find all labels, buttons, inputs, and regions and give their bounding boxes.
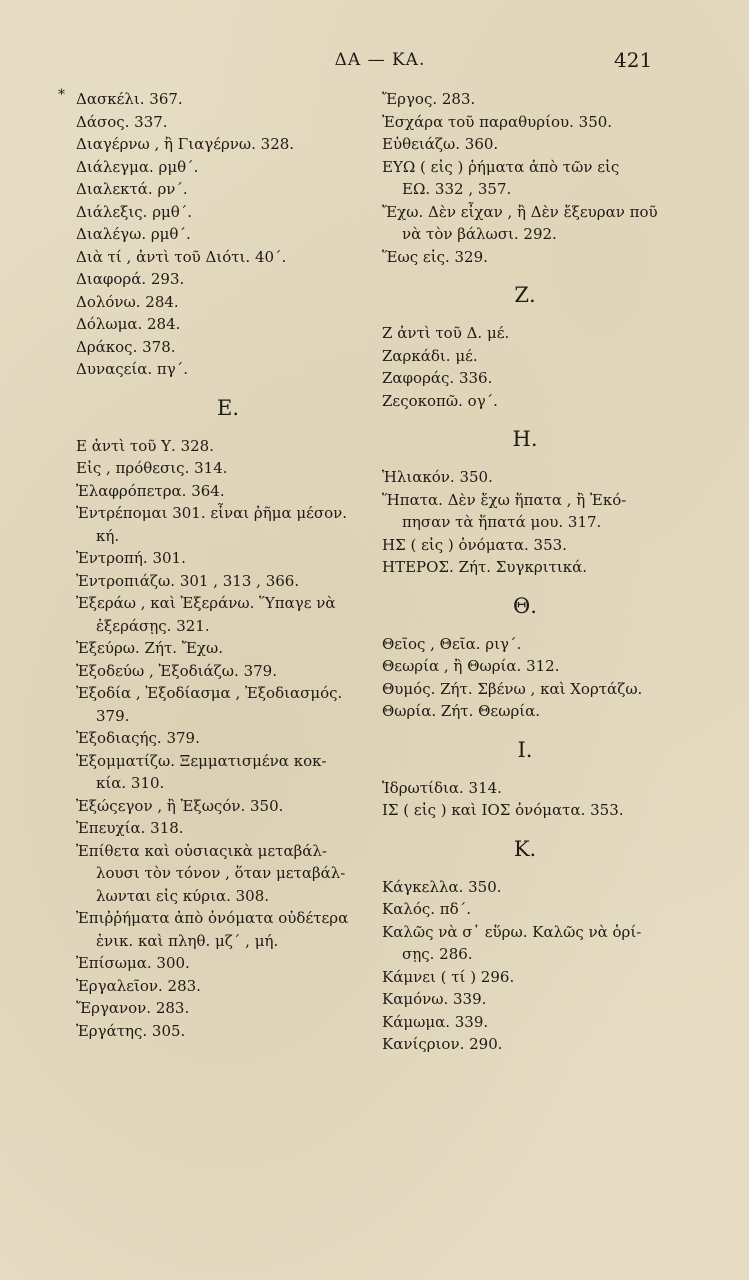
index-entry [58,178,358,201]
index-entry [58,88,358,111]
entry-continuation: πησαν τὰ ἥπατά μου. 317. [402,513,602,531]
index-entry [380,898,670,921]
entry-text: Ἱδρωτίδια. 314. [382,778,502,797]
entry-group [380,466,670,579]
entry-continuation: κή. [96,526,120,545]
index-entry [380,489,670,534]
entry-group [380,876,670,1056]
entry-text: Διαγέρνω , ἢ Γιαγέρνω. 328. [76,135,295,153]
entry-text: Δόλωμα. 284. [76,315,181,333]
entry-text: Ἔργανον. 283. [76,999,190,1017]
page-number: 421 [614,48,653,72]
entry-text: Διὰ τί , ἀντὶ τοῦ Διότι. 40΄. [76,247,287,266]
index-entry [380,246,670,269]
index-entry [380,1033,670,1056]
entry-text: Διάλεγμα. ρμθ΄. [76,157,199,176]
index-entry [380,556,670,579]
index-entry [58,547,358,570]
index-entry [380,201,670,246]
entry-text: Ε ἀντὶ τοῦ Υ. 328. [76,436,214,455]
index-entry [58,133,358,156]
section-heading: Η. [512,427,538,451]
entry-text: Ἐπίθετα καὶ οὐσιαςικὰ μεταβάλ- [76,841,327,860]
index-entry [58,750,358,795]
entry-text: Ἐξεύρω. Ζήτ. Ἔχω. [76,639,223,657]
entry-text: Ἐλαφρόπετρα. 364. [76,481,225,500]
entry-text: Ἐντρέπομαι 301. εἶναι ῥῆμα μέσον. [76,504,348,522]
entry-text: Ἐξεράω , καὶ Ἐξεράνω. Ὕπαγε νὰ [76,594,336,612]
entry-group [380,322,670,412]
entry-text: Θυμός. Ζήτ. Σβένω , καὶ Χορτάζω. [382,679,643,698]
index-entry [58,480,358,503]
entry-text: Ἐξομματίζω. Ξεμματισμένα κοκ- [76,751,327,770]
index-entry [58,907,358,952]
index-entry [58,1020,358,1043]
entry-text: Ζεςοκοπῶ. ογ΄. [382,391,498,410]
entry-text: Θωρία. Ζήτ. Θεωρία. [382,702,541,720]
index-entry [380,88,670,111]
index-entry [58,570,358,593]
section-heading: Ζ. [514,283,536,307]
entry-text: Ἐντροπιάζω. 301 , 313 , 366. [76,571,300,590]
entry-text: Ἡλιακόν. 350. [382,468,493,486]
entry-text: Δράκος. 378. [76,337,176,356]
entry-text: Ζαρκάδι. μέ. [382,346,478,365]
entry-text: Ἐξώςεγον , ἢ Ἐξωςόν. 350. [76,796,284,815]
entry-text: Καλῶς νὰ σ᾽ εὕρω. Καλῶς νὰ ὁρί- [382,922,642,941]
entry-text: Διάλεξις. ρμθ΄. [76,202,193,221]
entry-text: Ἐντροπή. 301. [76,549,186,567]
index-entry [58,637,358,660]
index-entry [380,655,670,678]
asterisk-mark: * [58,88,65,103]
index-entry [58,502,358,547]
entry-continuation: λωνται εἰς κύρια. 308. [96,886,270,905]
entry-text: Διαφορά. 293. [76,270,185,288]
index-entry [58,111,358,134]
entry-text: Διαλέγω. ρμθ΄. [76,225,191,243]
index-entry [380,633,670,656]
index-entry [380,466,670,489]
entry-text: Θεωρία , ἢ Θωρία. 312. [382,657,560,675]
index-entry [380,534,670,557]
index-entry [58,840,358,908]
index-entry [380,156,670,201]
index-entry [380,988,670,1011]
entry-text: Ἐξοδία , Ἐξοδίασμα , Ἐξοδιασμός. [76,684,343,702]
index-entry [58,435,358,458]
index-entry [58,156,358,179]
entry-text: Κάμωμα. 339. [382,1012,489,1031]
entry-text: ΙΣ ( εἰς ) καὶ ΙΟΣ ὀνόματα. 353. [382,801,624,819]
index-entry [58,291,358,314]
entry-text: Ζ ἀντὶ τοῦ Δ. μέ. [382,324,510,342]
index-entry [58,660,358,683]
index-entry [380,367,670,390]
entry-continuation: κία. 310. [96,774,165,792]
index-entry [380,1011,670,1034]
index-entry [380,133,670,156]
entry-text: Ἐξοδιαςής. 379. [76,729,200,747]
section-heading: Ι. [517,737,533,762]
entry-text: Κάγκελλα. 350. [382,877,502,896]
entry-text: ΗΣ ( εἰς ) ὀνόματα. 353. [382,535,567,554]
entry-text: Ἐπιῤῥήματα ἀπὸ ὀνόματα οὐδέτερα [76,909,349,927]
index-entry [58,268,358,291]
entry-text: ΕΥΩ ( εἰς ) ῥήματα ἀπὸ τῶν εἰς [382,157,620,176]
entry-continuation: λουσι τὸν τόνον , ὅταν μεταβάλ- [96,864,346,882]
entry-text: Καλός. πδ΄. [382,900,471,918]
entry-group [380,633,670,723]
entry-text: Δολόνω. 284. [76,292,179,311]
index-entry [380,921,670,966]
index-entry [58,313,358,336]
entry-text: Ἐσχάρα τοῦ παραθυρίου. 350. [382,112,613,131]
running-head: ΔΑ — ΚΑ. [334,50,426,70]
index-entry [58,952,358,975]
entry-text: Κανίςριον. 290. [382,1035,503,1053]
index-entry [58,682,358,727]
left-column [58,88,358,1042]
index-entry [58,223,358,246]
entry-text: Δασκέλι. 367. [76,90,183,108]
index-entry [380,876,670,899]
entry-text: Δυναςεία. πγ΄. [76,360,189,378]
entry-continuation: 379. [96,706,130,725]
entry-text: Ἔργος. 283. [382,90,476,108]
entry-text: Δάσος. 337. [76,112,168,131]
entry-text: Ἐργαλεῖον. 283. [76,976,201,995]
index-entry [58,592,358,637]
index-entry [58,727,358,750]
entry-continuation: ΕΩ. 332 , 357. [402,180,512,198]
index-entry [58,997,358,1020]
entry-text: Εἰς , πρόθεσις. 314. [76,459,228,477]
entry-text: Ἐπευχία. 318. [76,819,184,837]
section-heading: Θ. [513,593,537,618]
index-entry [58,246,358,269]
entry-text: Κάμνει ( τί ) 296. [382,967,515,986]
entry-text: Διαλεκτά. ρν΄. [76,180,188,198]
entry-continuation: νὰ τὸν βάλωσι. 292. [402,225,557,243]
entry-text: Εὐθειάζω. 360. [382,135,499,153]
entry-text: ΗΤΕΡΟΣ. Ζήτ. Συγκριτικά. [382,558,588,576]
entry-continuation: ἐξεράσῃς. 321. [96,616,210,635]
index-entry [58,201,358,224]
right-column [380,88,670,1056]
index-entry [380,799,670,822]
section-heading: Ε. [216,395,239,420]
index-entry [380,345,670,368]
section-heading: Κ. [513,836,537,861]
index-entry [58,336,358,359]
entry-group [58,435,358,1043]
entry-text: Καμόνω. 339. [382,990,487,1008]
entry-text: Ἥπατα. Δὲν ἔχω ἥπατα , ἢ Ἐκό- [382,490,627,509]
entry-text: Θεῖος , Θεῖα. ριγ΄. [382,634,522,653]
entry-text: Ἐξοδεύω , Ἐξοδιάζω. 379. [76,661,277,680]
index-entry [58,975,358,998]
entry-continuation: σῃς. 286. [402,945,473,963]
index-entry [58,358,358,381]
index-entry [380,322,670,345]
entry-text: Ἐπίσωμα. 300. [76,954,190,972]
index-entry [58,795,358,818]
entry-group [380,777,670,822]
index-entry [380,700,670,723]
index-entry [380,111,670,134]
index-entry [58,457,358,480]
entry-text: Ἔχω. Δὲν εἶχαν , ἢ Δὲν ἔξευραν ποῦ [382,202,658,221]
index-entry [380,678,670,701]
entry-text: Ἕως εἰς. 329. [382,247,488,266]
index-entry [58,817,358,840]
entry-continuation: ἑνικ. καὶ πληθ. μζ΄ , μή. [96,931,279,950]
index-entry [380,777,670,800]
entry-text: Ἐργάτης. 305. [76,1021,186,1040]
entry-group [58,88,358,381]
entry-text: Ζαφοράς. 336. [382,369,493,387]
entry-group [380,88,670,268]
index-entry [380,390,670,413]
index-entry [380,966,670,989]
